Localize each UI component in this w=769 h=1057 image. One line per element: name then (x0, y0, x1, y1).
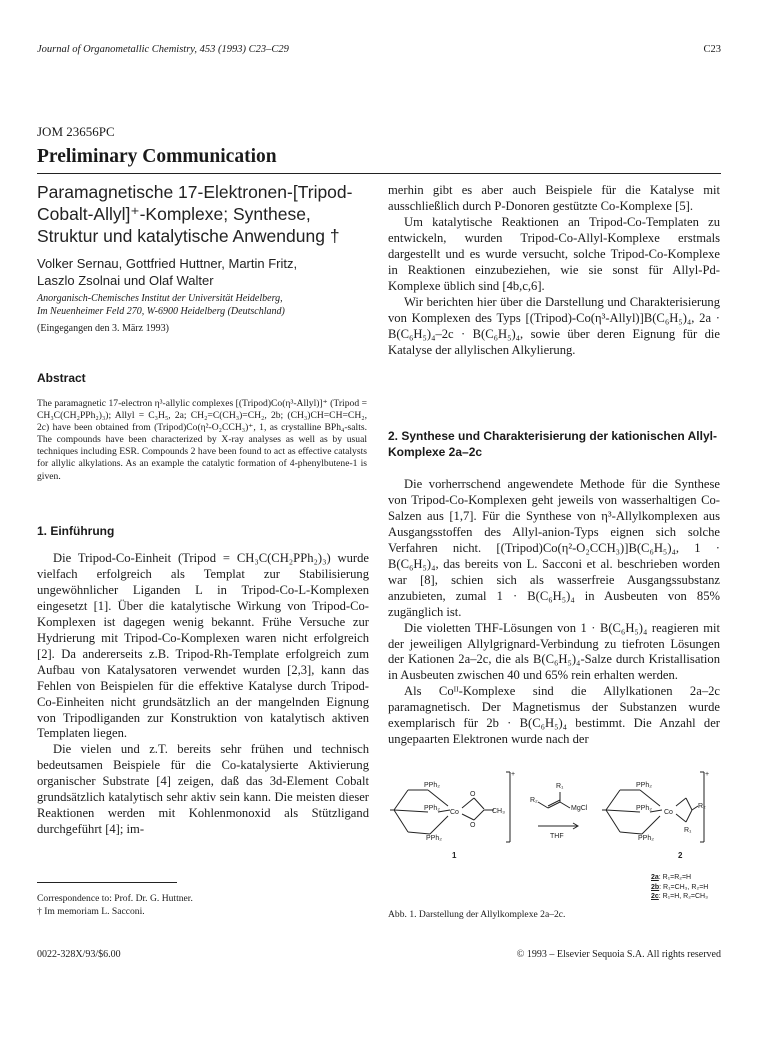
scheme-o-label: O (470, 822, 476, 829)
legend-item-2b: 2b: R₁=CH₃, R₂=H (651, 883, 709, 891)
scheme-r1-label: R₁ (556, 783, 564, 790)
affiliation (37, 292, 367, 318)
title-line: Struktur und katalytische Anwendung † (37, 226, 340, 246)
scheme-charge: + (511, 771, 516, 778)
footnote-memoriam: † Im memoriam L. Sacconi. (37, 906, 145, 917)
journal-citation: Journal of Organometallic Chemistry, 453 (1993) C23–C29 (37, 44, 289, 55)
body-paragraph: Die violetten THF-Lösungen von 1 · B(C₆H₅)₄ reagieren mit der jeweiligen Allylgrignard-Verbindung zu tiefroten Lösungen der Kationen 2a–2c, die als B(C₆H₅)₄-Salze durch Kristallisation in Ausbeuten zwischen 40 und 65% rein erhalten werden. (388, 620, 720, 683)
scheme-r1-label: R₁ (684, 827, 692, 834)
author-list (37, 255, 367, 289)
article-category: Preliminary Communication (37, 146, 277, 167)
title-line: Paramagnetische 17-Elektronen-[Tripod- (37, 182, 353, 202)
scheme-compound-2: 2 (678, 851, 683, 860)
scheme-charge: + (705, 771, 710, 778)
scheme-thf-label: THF (550, 833, 564, 840)
section2-body (388, 477, 720, 748)
scheme-o-label: O (470, 791, 476, 798)
copyright-notice: © 1993 – Elsevier Sequoia S.A. All rights reserved (516, 949, 721, 960)
title-line: Cobalt-Allyl]⁺-Komplexe; Synthese, (37, 204, 311, 224)
footnote-rule (37, 882, 177, 883)
body-paragraph: Die vorherrschend angewendete Methode für die Synthese von Tripod-Co-Komplexen geht jeweils von wasserhaltigen Co-Salzen aus [1,7]. Für die Synthese von η³-Allylkomplexen aus Ausgangsstoffen des Allyl-anion-Typs eignen sich solche Verfahren nicht. [(Tripod)Co(η²-O₂CCH₃)]B(C₆H₅)₄, 1 · B(C₆H₅)₄, das bereits von L. Sacconi et al. beschrieben worden war [8], schien sich als wasserfreie Ausgangssubstanz anzubieten, zumal 1 · B(C₆H₅)₄ in Ausbeuten von 85% zugänglich ist. (388, 477, 720, 619)
body-paragraph: Als Coᴵᴵ-Komplexe sind die Allylkationen 2a–2c paramagnetisch. Der Magnetismus der Substanzen wurde exemplarisch für 2b · B(C₆H₅)₄ bestimmt. Die Anzahl der ungepaarten Elektronen wurde nach der (388, 684, 720, 747)
footnotes (37, 892, 367, 918)
abstract-body (37, 398, 367, 483)
page-code: C23 (703, 44, 721, 55)
article-title (37, 181, 367, 247)
footnote-correspondence: Correspondence to: Prof. Dr. G. Huttner. (37, 893, 193, 904)
affiliation-line: Anorganisch-Chemisches Institut der Universität Heidelberg, (37, 293, 283, 304)
scheme-pph2-label: PPh₂ (636, 805, 652, 812)
scheme-legend (651, 873, 708, 902)
body-paragraph: Die vielen und z.T. bereits sehr frühen und technisch bedeutsamen Beispiele für die Co-katalysierte Aktivierung organischer Substrate [4] zeigen, daß das 3d-Element Cobalt grundsätzlich katalytisch sehr aktiv sein kann. Die meisten dieser Reaktionen werden mit Kohlenmonoxid als Stützligand durchgeführt [4]; im- (37, 742, 369, 837)
scheme-r2-label: R₂ (530, 797, 538, 804)
abstract-text: The paramagnetic 17-electron η³-allylic complexes [(Tripod)Co(η³-Allyl)]⁺ (Tripod = CH₃C(CH₂PPh₂)₃); Allyl = C₃H₅, 2a; CH₂=C(CH₃)=CH₂, 2b; (CH₃)CH=CH=CH₂, 2c) have been obtained from (Tripod)Co(η²-O₂CCH₃)⁺, 1, as crystalline BPh₄-salts. The compounds have been characterized by X-ray analyses as well as by usual techniques including ESR. Compounds 2 have been found to act as effective catalysts for allylic alkylations. As an example the catalytic formation of 4-phenylbutene-1 is given. (37, 398, 367, 482)
section-heading-synthese: 2. Synthese und Charakterisierung der kationischen Allyl-Komplexe 2a–2c (388, 429, 717, 459)
author-line: Laszlo Zsolnai und Olaf Walter (37, 273, 214, 288)
reaction-scheme (388, 760, 720, 862)
scheme-pph2-label: PPh₂ (636, 782, 652, 789)
body-paragraph: Die Tripod-Co-Einheit (Tripod = CH₃C(CH₂PPh₂)₃) wurde vielfach erfolgreich als Templat zur Stabilisierung ungewöhnlicher Liganden L in Tripod-Co-L-Komplexen eingesetzt [1]. Über die katalytische Wirkung von Tripod-Co-Komplexen ist dagegen wenig bekannt. Frühe Versuche zur Hydrierung mit Tripod-Co-Komplexen waren nicht erfolgreich [2]. Da andererseits z.B. Tripod-Rh-Template erfolgreich zum Aufbau von Katalysatoren verwendet wurden [2,3], kann das Fehlen von Beispielen für die effektive Katalyse durch Tripod-Co-Einheiten nicht grundsätzlich an der mangelnden Eignung von Tripodliganden zur Konstruktion von katalytisch aktiven Templaten liegen. (37, 551, 369, 741)
body-paragraph: merhin gibt es aber auch Beispiele für die Katalyse mit ausschließlich durch P-Donoren gestützte Co-Komplexe [5]. (388, 183, 720, 213)
section1-body (37, 551, 369, 838)
scheme-pph2-label: PPh₂ (426, 835, 442, 842)
scheme-pph2-label: PPh₂ (424, 805, 440, 812)
jom-code: JOM 23656PC (37, 124, 115, 139)
scheme-ch3-label: CH₃ (492, 808, 505, 815)
issn-price-code: 0022-328X/93/$6.00 (37, 949, 121, 960)
header-rule (37, 173, 721, 174)
figure-caption: Abb. 1. Darstellung der Allylkomplexe 2a–2c. (388, 909, 566, 920)
author-line: Volker Sernau, Gottfried Huttner, Martin Fritz, (37, 256, 298, 271)
affiliation-line: Im Neuenheimer Feld 270, W-6900 Heidelberg (Deutschland) (37, 306, 285, 317)
received-date: (Eingegangen den 3. März 1993) (37, 323, 169, 334)
legend-item-2a: 2a: R₁=R₂=H (651, 874, 692, 881)
body-paragraph: Um katalytische Reaktionen an Tripod-Co-Templaten zu entwickeln, wurden Tripod-Co-Allyl-Komplexe erstmals dargestellt und es wurde versucht, solche Tripod-Co-Komplexe in Reaktionen einzubeziehen, wie sie sonst für Allyl-Pd-Komplexe üblich sind [4b,c,6]. (388, 214, 720, 293)
scheme-pph2-label: PPh₂ (638, 835, 654, 842)
right-column-body (388, 183, 720, 358)
scheme-mgcl-label: MgCl (571, 805, 588, 812)
section-heading-einfuehrung: 1. Einführung (37, 524, 115, 538)
legend-item-2c: 2c: R₁=H, R₂=CH₃ (651, 893, 708, 900)
scheme-co-label: Co (664, 809, 673, 816)
scheme-compound-1: 1 (452, 851, 457, 860)
scheme-pph2-label: PPh₂ (424, 782, 440, 789)
abstract-heading: Abstract (37, 371, 86, 385)
scheme-r2-label: R₂ (698, 803, 706, 810)
body-paragraph: Wir berichten hier über die Darstellung und Charakterisierung von Komplexen des Typs [(Tripod)-Co(η³-Allyl)]B(C₆H₅)₄, 2a · B(C₆H₅)₄–2c · B(C₆H₅)₄, sowie über deren Eignung für die Katalyse der allylischen Alkylierung. (388, 294, 720, 357)
scheme-co-label: Co (450, 809, 459, 816)
